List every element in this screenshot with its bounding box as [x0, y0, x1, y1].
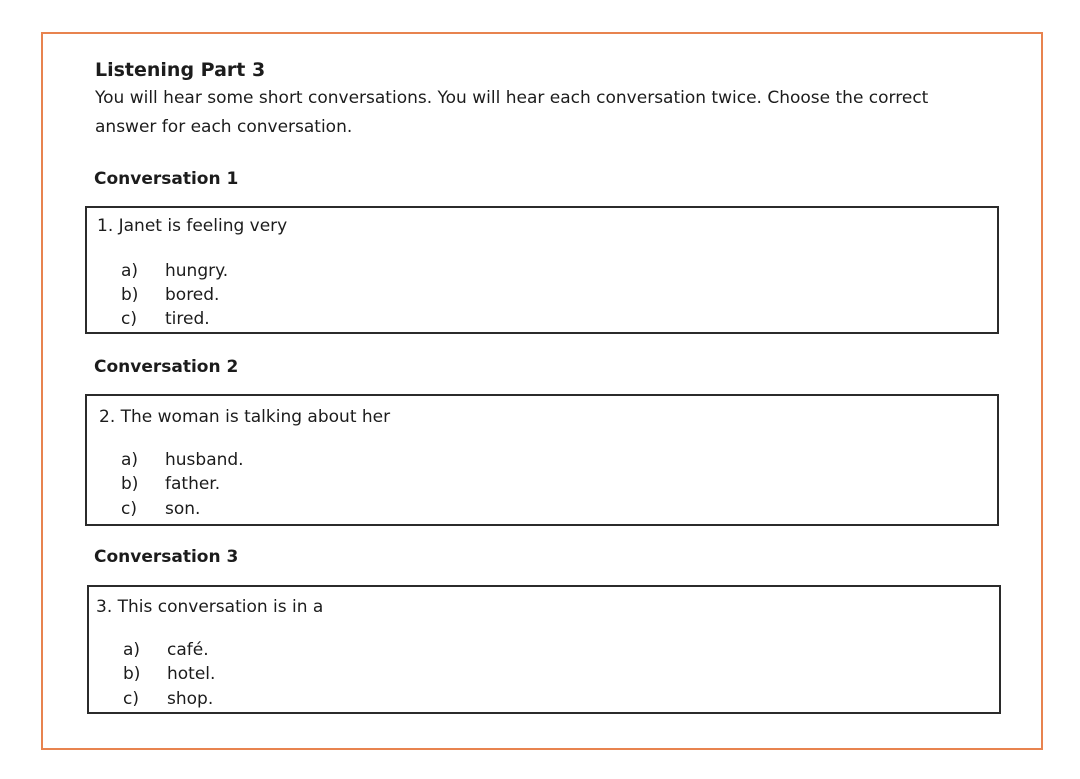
option-letter: c): [123, 689, 139, 709]
question-box-3: [87, 585, 1001, 714]
question-2-option-b[interactable]: [121, 472, 220, 496]
conversation-1-heading: Conversation 1: [94, 169, 239, 189]
option-letter: a): [121, 261, 139, 281]
option-letter: c): [121, 309, 137, 329]
option-letter: b): [123, 664, 141, 684]
option-letter: a): [121, 450, 139, 470]
question-3-text: 3. This conversation is in a: [96, 597, 324, 617]
option-text: son.: [165, 499, 201, 519]
question-1-option-a[interactable]: [121, 259, 228, 283]
question-2-option-a[interactable]: [121, 448, 244, 472]
option-text: husband.: [165, 450, 244, 470]
question-3-option-c[interactable]: [123, 687, 213, 711]
option-text: hotel.: [167, 664, 216, 684]
option-text: father.: [165, 474, 221, 494]
option-letter: c): [121, 499, 137, 519]
section-header: [95, 56, 995, 142]
question-3-option-b[interactable]: [123, 662, 215, 686]
conversation-2-heading: Conversation 2: [94, 357, 239, 377]
question-3-option-a[interactable]: [123, 638, 209, 662]
section-instructions: You will hear some short conversations. You will hear each conversation twice. Choose the correct answer for each conversation.: [95, 88, 929, 137]
option-text: hungry.: [165, 261, 229, 281]
section-title: Listening Part 3: [95, 59, 266, 81]
question-1-text: 1. Janet is feeling very: [97, 216, 288, 236]
option-text: shop.: [167, 689, 214, 709]
conversation-3-heading: Conversation 3: [94, 547, 239, 567]
question-2-text: 2. The woman is talking about her: [99, 407, 391, 427]
option-letter: b): [121, 285, 139, 305]
option-text: café.: [167, 640, 209, 660]
option-text: bored.: [165, 285, 220, 305]
question-box-1: [85, 206, 999, 334]
question-1-option-c[interactable]: [121, 307, 210, 331]
option-text: tired.: [165, 309, 210, 329]
option-letter: b): [121, 474, 139, 494]
question-1-option-b[interactable]: [121, 283, 219, 307]
question-2-option-c[interactable]: [121, 497, 200, 521]
question-box-2: [85, 394, 999, 526]
option-letter: a): [123, 640, 141, 660]
